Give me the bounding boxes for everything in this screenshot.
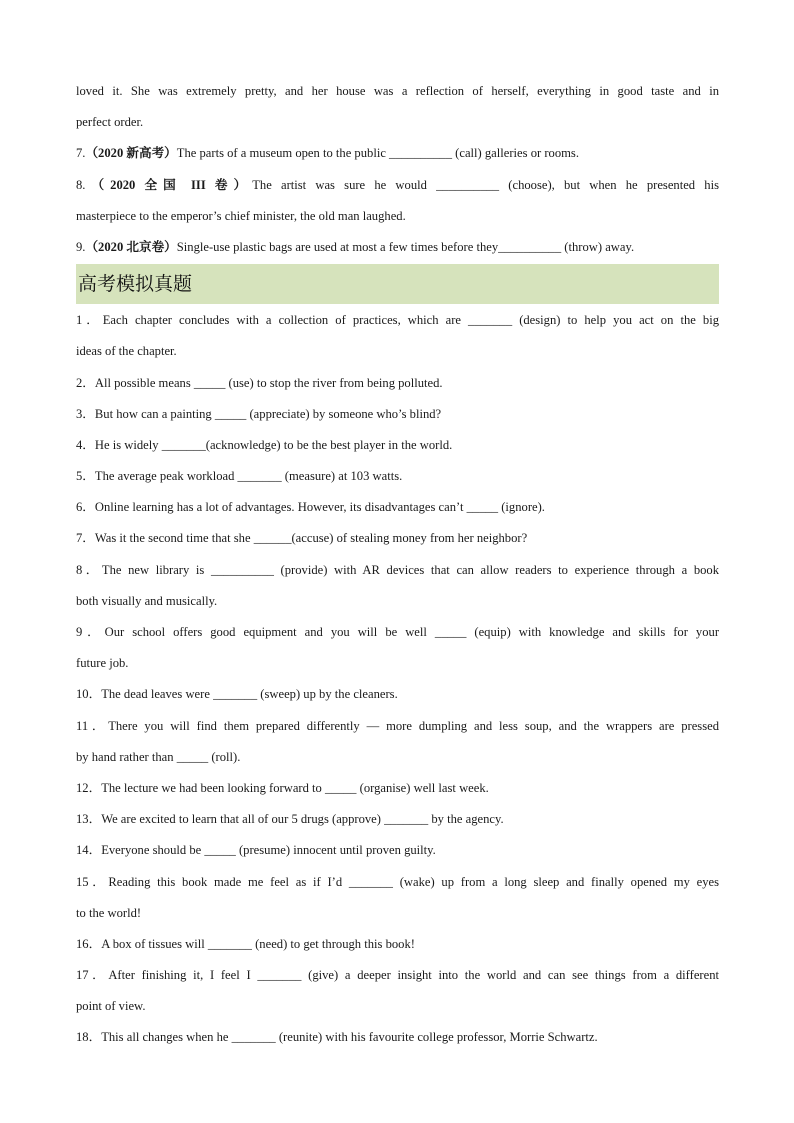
question-text: He is widely _______(acknowledge) to be the best player in the world. (94, 437, 453, 452)
question-text: masterpiece to the emperor’s chief minister, the old man laughed. (76, 208, 406, 223)
question-number: 14． (76, 843, 102, 858)
question-text: There you will find them prepared differently — more dumpling and less soup, and the wrappers are pressed (108, 718, 719, 733)
practice-question (76, 960, 719, 991)
question-number: 9． (76, 625, 105, 639)
practice-question (76, 399, 719, 430)
question-number: 11． (76, 718, 109, 733)
exam-question (76, 138, 719, 169)
question-text: by hand rather than _____ (roll). (76, 749, 241, 764)
question-text: ideas of the chapter. (76, 344, 177, 359)
practice-question (76, 867, 719, 898)
question-text: The dead leaves were _______ (sweep) up by the cleaners. (101, 687, 398, 702)
question-number: 5． (76, 469, 95, 484)
question-number: 4． (76, 437, 95, 452)
question-number: 15． (76, 874, 109, 889)
question-number: 3． (76, 406, 95, 421)
question-text: point of view. (76, 999, 146, 1014)
intro-text: perfect order. (76, 115, 144, 130)
practice-question (76, 305, 719, 336)
practice-question-continued (76, 336, 719, 367)
question-text: All possible means _____ (use) to stop the river from being polluted. (94, 375, 443, 390)
question-number: 9. (76, 239, 86, 254)
practice-question (76, 555, 719, 586)
question-text: The lecture we had been looking forward to _____ (organise) well last week. (101, 780, 489, 795)
question-number: 12． (76, 780, 102, 795)
practice-question-continued (76, 586, 719, 617)
intro-text: loved it. She was extremely pretty, and her house was a reflection of herself, everything in good taste and in (76, 84, 719, 98)
question-number: 7. (76, 146, 86, 161)
question-text: Our school offers good equipment and you will be well _____ (equip) with knowledge and skills for your (104, 625, 719, 639)
question-text: The new library is __________ (provide) with AR devices that can allow readers to experience through a book (101, 562, 719, 577)
practice-question-continued (76, 898, 719, 929)
practice-questions (76, 305, 719, 1054)
question-text: But how can a painting _____ (appreciate) by someone who’s blind? (94, 406, 442, 421)
question-text: to the world! (76, 905, 142, 920)
question-source: （2020 新高考） (85, 146, 177, 161)
question-text: The parts of a museum open to the public __________ (call) galleries or rooms. (176, 146, 579, 161)
practice-question (76, 617, 719, 648)
practice-question-continued (76, 742, 719, 773)
practice-question (76, 804, 719, 835)
exam-question (76, 232, 719, 263)
practice-question (76, 430, 719, 461)
intro-passage (76, 76, 719, 138)
practice-question (76, 679, 719, 710)
practice-question-continued (76, 648, 719, 679)
question-number: 2． (76, 375, 95, 390)
practice-question (76, 492, 719, 523)
question-text: Single-use plastic bags are used at most a few times before they__________ (throw) away. (176, 239, 635, 254)
question-number: 18． (76, 1030, 102, 1045)
question-source: （2020 北京卷） (85, 239, 177, 254)
practice-question (76, 461, 719, 492)
question-text: Was it the second time that she ______(accuse) of stealing money from her neighbor? (94, 531, 528, 546)
practice-question (76, 835, 719, 866)
question-source: （2020 全国 III 卷） (85, 177, 253, 192)
intro-line (76, 76, 719, 107)
question-number: 6． (76, 500, 95, 515)
question-text: Reading this book made me feel as if I’d _______ (wake) up from a long sleep and finally opened my eyes (108, 874, 719, 889)
question-text: Everyone should be _____ (presume) innocent until proven guilty. (101, 843, 436, 858)
question-number: 8. (76, 177, 86, 192)
practice-question (76, 1022, 719, 1053)
question-text: The artist was sure he would __________ (choose), but when he presented his (252, 177, 719, 192)
question-text: We are excited to learn that all of our 5 drugs (approve) _______ by the agency. (101, 812, 504, 827)
practice-question (76, 929, 719, 960)
question-text: After finishing it, I feel I _______ (give) a deeper insight into the world and can see things from a different (108, 968, 719, 983)
question-number: 13． (76, 812, 102, 827)
question-text: future job. (76, 656, 129, 671)
question-text: Online learning has a lot of advantages. However, its disadvantages can’t _____ (ignore). (94, 500, 545, 515)
question-number: 1． (76, 313, 103, 328)
question-text: both visually and musically. (76, 593, 218, 608)
question-number: 17． (76, 968, 109, 983)
practice-question-continued (76, 991, 719, 1022)
exam-question (76, 170, 719, 201)
intro-line (76, 107, 719, 138)
question-text: This all changes when he _______ (reunite) with his favourite college professor, Morrie Schwartz. (101, 1030, 598, 1045)
document-page (76, 76, 719, 1054)
practice-question (76, 773, 719, 804)
question-number: 8． (76, 562, 102, 577)
past-exam-questions (76, 138, 719, 263)
section-heading: 高考模拟真题 (76, 264, 719, 304)
question-text: A box of tissues will _______ (need) to get through this book! (101, 936, 415, 951)
question-number: 16． (76, 936, 102, 951)
question-number: 10． (76, 687, 102, 702)
question-number: 7． (76, 531, 95, 546)
exam-question-continued (76, 201, 719, 232)
question-text: The average peak workload _______ (measure) at 103 watts. (94, 469, 403, 484)
practice-question (76, 523, 719, 554)
practice-question (76, 368, 719, 399)
question-text: Each chapter concludes with a collection of practices, which are _______ (design) to help you act on the big (102, 313, 719, 328)
practice-question (76, 711, 719, 742)
